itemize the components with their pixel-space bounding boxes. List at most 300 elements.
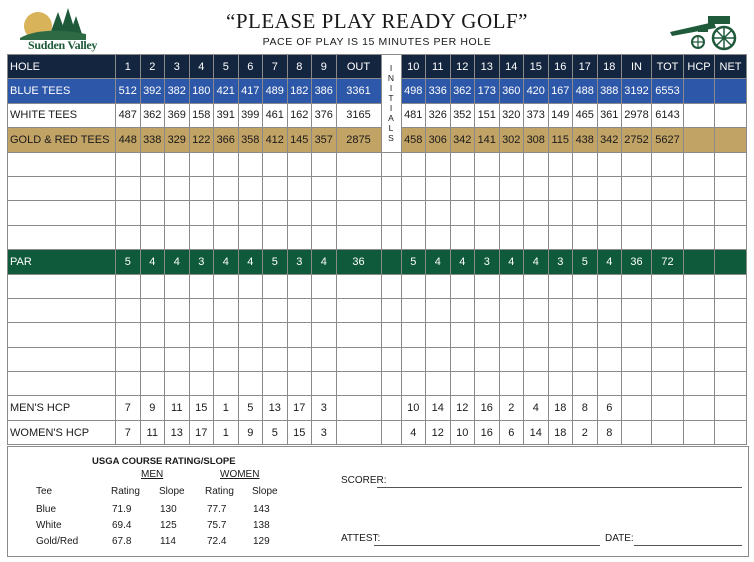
score-entry-cell[interactable] [238, 176, 263, 200]
score-entry-cell[interactable] [312, 274, 337, 298]
score-entry-cell[interactable] [475, 347, 500, 371]
score-entry-cell[interactable] [312, 176, 337, 200]
score-entry-cell[interactable] [336, 152, 381, 176]
score-entry-cell[interactable] [189, 347, 214, 371]
score-entry-cell[interactable] [499, 347, 524, 371]
score-entry-cell[interactable] [336, 372, 381, 396]
score-entry-cell[interactable] [450, 372, 475, 396]
score-entry-cell[interactable] [426, 201, 451, 225]
score-entry-cell[interactable] [312, 225, 337, 249]
score-entry-cell[interactable] [426, 225, 451, 249]
score-entry-cell[interactable] [214, 347, 239, 371]
score-entry-cell[interactable] [312, 323, 337, 347]
score-entry-cell[interactable] [165, 176, 190, 200]
score-entry-cell[interactable] [214, 176, 239, 200]
hole-value: 448 [116, 128, 141, 152]
hole-value: 391 [214, 103, 239, 127]
score-entry-cell[interactable] [165, 298, 190, 322]
score-entry-cell[interactable] [116, 347, 141, 371]
net-cell [715, 420, 747, 444]
hole-value: 145 [287, 128, 312, 152]
score-entry-cell[interactable] [684, 274, 715, 298]
score-entry-cell[interactable] [116, 323, 141, 347]
womens-hcp-row [8, 420, 747, 444]
score-entry-cell[interactable] [238, 372, 263, 396]
score-entry-cell[interactable] [715, 347, 747, 371]
score-entry-cell[interactable] [140, 347, 165, 371]
score-entry-cell[interactable] [263, 347, 288, 371]
score-entry-cell[interactable] [263, 152, 288, 176]
hole-value: 4 [524, 396, 549, 420]
score-entry-cell[interactable] [381, 372, 401, 396]
hole-value: 376 [312, 103, 337, 127]
hole-value: 342 [450, 128, 475, 152]
score-entry-cell[interactable] [189, 201, 214, 225]
hcp-cell[interactable] [684, 128, 715, 152]
hole-value: 420 [524, 79, 549, 103]
player-name-cell[interactable] [8, 347, 116, 371]
score-entry-cell[interactable] [336, 323, 381, 347]
player-name-cell[interactable] [8, 298, 116, 322]
score-entry-cell[interactable] [715, 176, 747, 200]
column-header: 2 [140, 55, 165, 79]
score-entry-cell[interactable] [548, 152, 573, 176]
score-entry-cell[interactable] [116, 201, 141, 225]
hole-value: 7 [116, 396, 141, 420]
net-cell[interactable] [715, 103, 747, 127]
net-cell[interactable] [715, 79, 747, 103]
score-entry-cell[interactable] [426, 298, 451, 322]
score-entry-cell[interactable] [715, 225, 747, 249]
row-label: BLUE TEES [8, 79, 116, 103]
score-entry-cell[interactable] [622, 347, 652, 371]
score-entry-cell[interactable] [573, 372, 598, 396]
score-entry-cell[interactable] [287, 323, 312, 347]
score-entry-cell[interactable] [214, 152, 239, 176]
score-entry-cell[interactable] [652, 372, 684, 396]
score-entry-cell[interactable] [287, 176, 312, 200]
score-entry-cell[interactable] [336, 201, 381, 225]
hole-value: 15 [287, 420, 312, 444]
score-entry-cell[interactable] [140, 274, 165, 298]
score-entry-cell[interactable] [189, 323, 214, 347]
score-entry-cell[interactable] [165, 372, 190, 396]
score-entry-cell[interactable] [652, 201, 684, 225]
hole-value: 306 [426, 128, 451, 152]
hole-value: 358 [238, 128, 263, 152]
score-entry-cell[interactable] [524, 372, 549, 396]
score-entry-cell[interactable] [597, 347, 622, 371]
score-entry-cell[interactable] [524, 201, 549, 225]
score-entry-cell[interactable] [263, 225, 288, 249]
score-entry-cell[interactable] [622, 274, 652, 298]
hcp-cell[interactable] [684, 103, 715, 127]
score-entry-cell[interactable] [450, 152, 475, 176]
score-entry-cell[interactable] [715, 323, 747, 347]
score-entry-cell[interactable] [312, 372, 337, 396]
hole-value: 158 [189, 103, 214, 127]
hcp-cell [684, 250, 715, 274]
score-entry-cell[interactable] [450, 274, 475, 298]
score-entry-cell[interactable] [573, 201, 598, 225]
score-entry-cell[interactable] [165, 274, 190, 298]
score-entry-cell[interactable] [450, 323, 475, 347]
score-entry-cell[interactable] [622, 298, 652, 322]
score-entry-cell[interactable] [684, 201, 715, 225]
score-entry-cell[interactable] [165, 347, 190, 371]
score-entry-cell[interactable] [475, 298, 500, 322]
score-entry-cell[interactable] [684, 347, 715, 371]
hole-value: 461 [263, 103, 288, 127]
score-entry-cell[interactable] [715, 298, 747, 322]
score-entry-row [8, 274, 747, 298]
score-entry-row [8, 201, 747, 225]
score-entry-cell[interactable] [401, 298, 426, 322]
hole-value: 11 [165, 396, 190, 420]
score-entry-cell[interactable] [140, 323, 165, 347]
score-entry-cell[interactable] [524, 298, 549, 322]
score-entry-cell[interactable] [381, 201, 401, 225]
hcp-cell[interactable] [684, 79, 715, 103]
score-entry-cell[interactable] [312, 201, 337, 225]
score-entry-row [8, 152, 747, 176]
score-entry-cell[interactable] [450, 347, 475, 371]
score-entry-cell[interactable] [140, 225, 165, 249]
hole-value: 5 [263, 250, 288, 274]
score-entry-cell[interactable] [336, 274, 381, 298]
score-entry-cell[interactable] [287, 347, 312, 371]
score-entry-cell[interactable] [652, 298, 684, 322]
score-entry-cell[interactable] [263, 274, 288, 298]
score-entry-cell[interactable] [715, 274, 747, 298]
score-entry-cell[interactable] [499, 323, 524, 347]
hole-value: 3 [312, 420, 337, 444]
score-entry-cell[interactable] [573, 347, 598, 371]
score-entry-cell[interactable] [401, 372, 426, 396]
rating-value: 67.8 [112, 536, 132, 547]
score-entry-cell[interactable] [597, 298, 622, 322]
score-entry-cell[interactable] [573, 298, 598, 322]
score-entry-cell[interactable] [287, 372, 312, 396]
score-entry-cell[interactable] [622, 201, 652, 225]
score-entry-cell[interactable] [450, 201, 475, 225]
score-entry-cell[interactable] [684, 298, 715, 322]
score-entry-cell[interactable] [499, 176, 524, 200]
hole-value: 14 [524, 420, 549, 444]
score-entry-cell[interactable] [475, 372, 500, 396]
score-entry-cell[interactable] [499, 152, 524, 176]
score-entry-cell[interactable] [116, 274, 141, 298]
mens-hcp-row [8, 396, 747, 420]
score-entry-cell[interactable] [652, 323, 684, 347]
score-entry-cell[interactable] [287, 225, 312, 249]
score-entry-cell[interactable] [140, 298, 165, 322]
player-name-cell[interactable] [8, 372, 116, 396]
score-entry-cell[interactable] [426, 274, 451, 298]
row-label: PAR [8, 250, 116, 274]
score-entry-cell[interactable] [214, 201, 239, 225]
player-name-cell[interactable] [8, 201, 116, 225]
score-entry-cell[interactable] [499, 225, 524, 249]
score-entry-cell[interactable] [214, 274, 239, 298]
hole-value: 4 [597, 250, 622, 274]
hole-value: 173 [475, 79, 500, 103]
score-entry-cell[interactable] [573, 152, 598, 176]
score-entry-cell[interactable] [214, 225, 239, 249]
score-entry-cell[interactable] [116, 372, 141, 396]
score-entry-cell[interactable] [189, 298, 214, 322]
score-entry-cell[interactable] [499, 201, 524, 225]
score-entry-cell[interactable] [287, 152, 312, 176]
score-entry-cell[interactable] [336, 225, 381, 249]
score-entry-cell[interactable] [573, 225, 598, 249]
player-name-cell[interactable] [8, 225, 116, 249]
score-entry-cell[interactable] [238, 225, 263, 249]
score-entry-cell[interactable] [214, 323, 239, 347]
score-entry-cell[interactable] [116, 176, 141, 200]
rating-value: 71.9 [112, 504, 132, 515]
score-entry-cell[interactable] [684, 323, 715, 347]
score-entry-cell[interactable] [426, 372, 451, 396]
score-entry-cell[interactable] [426, 323, 451, 347]
score-entry-cell[interactable] [263, 372, 288, 396]
rating-value: 69.4 [112, 520, 132, 531]
score-entry-cell[interactable] [524, 347, 549, 371]
column-header: IN [622, 55, 652, 79]
hole-value: 326 [426, 103, 451, 127]
score-entry-cell[interactable] [573, 274, 598, 298]
hole-value: 182 [287, 79, 312, 103]
score-entry-cell[interactable] [263, 176, 288, 200]
score-entry-cell[interactable] [652, 152, 684, 176]
in-total [622, 396, 652, 420]
score-entry-cell[interactable] [475, 201, 500, 225]
score-entry-cell[interactable] [499, 274, 524, 298]
hole-value: 4 [238, 250, 263, 274]
score-entry-cell[interactable] [140, 152, 165, 176]
score-entry-cell[interactable] [140, 372, 165, 396]
gold-tees-row [8, 128, 747, 152]
score-entry-cell[interactable] [426, 347, 451, 371]
score-entry-cell[interactable] [450, 298, 475, 322]
score-entry-cell[interactable] [336, 347, 381, 371]
column-header: 3 [165, 55, 190, 79]
player-name-cell[interactable] [8, 274, 116, 298]
score-entry-cell[interactable] [475, 152, 500, 176]
initials-cell [381, 250, 401, 274]
score-entry-cell[interactable] [238, 152, 263, 176]
score-entry-cell[interactable] [336, 298, 381, 322]
date-line[interactable] [634, 545, 742, 546]
hole-value: 18 [548, 396, 573, 420]
score-entry-cell[interactable] [116, 225, 141, 249]
score-entry-cell[interactable] [597, 274, 622, 298]
score-entry-cell[interactable] [401, 176, 426, 200]
score-entry-cell[interactable] [116, 298, 141, 322]
score-entry-cell[interactable] [238, 323, 263, 347]
hole-value: 3 [189, 250, 214, 274]
score-entry-cell[interactable] [214, 298, 239, 322]
score-entry-cell[interactable] [684, 176, 715, 200]
score-entry-cell[interactable] [165, 323, 190, 347]
score-entry-cell[interactable] [622, 372, 652, 396]
score-entry-cell[interactable] [381, 152, 401, 176]
score-entry-cell[interactable] [401, 225, 426, 249]
score-entry-cell[interactable] [548, 323, 573, 347]
hole-value: 421 [214, 79, 239, 103]
hole-value: 373 [524, 103, 549, 127]
hole-value: 362 [450, 79, 475, 103]
row-label: MEN'S HCP [8, 396, 116, 420]
player-name-cell[interactable] [8, 176, 116, 200]
hcp-cell [684, 396, 715, 420]
score-entry-cell[interactable] [548, 201, 573, 225]
score-entry-cell[interactable] [597, 176, 622, 200]
score-entry-cell[interactable] [597, 152, 622, 176]
player-name-cell[interactable] [8, 152, 116, 176]
attest-line[interactable] [374, 545, 600, 546]
score-entry-cell[interactable] [165, 225, 190, 249]
score-entry-cell[interactable] [524, 323, 549, 347]
hole-value: 13 [263, 396, 288, 420]
score-entry-cell[interactable] [336, 176, 381, 200]
score-entry-cell[interactable] [499, 372, 524, 396]
score-entry-cell[interactable] [597, 323, 622, 347]
net-cell[interactable] [715, 128, 747, 152]
score-entry-cell[interactable] [287, 298, 312, 322]
rating-col-tee: Tee [36, 486, 53, 497]
score-entry-cell[interactable] [622, 152, 652, 176]
score-entry-cell[interactable] [597, 225, 622, 249]
score-entry-cell[interactable] [524, 225, 549, 249]
score-entry-cell[interactable] [287, 201, 312, 225]
hole-value: 489 [263, 79, 288, 103]
score-entry-cell[interactable] [381, 274, 401, 298]
hole-value: 17 [287, 396, 312, 420]
score-entry-cell[interactable] [475, 323, 500, 347]
score-entry-cell[interactable] [381, 176, 401, 200]
hole-value: 399 [238, 103, 263, 127]
score-entry-cell[interactable] [597, 201, 622, 225]
score-entry-cell[interactable] [263, 298, 288, 322]
score-entry-cell[interactable] [684, 372, 715, 396]
score-entry-cell[interactable] [165, 152, 190, 176]
score-entry-cell[interactable] [381, 225, 401, 249]
score-entry-cell[interactable] [715, 201, 747, 225]
score-entry-cell[interactable] [715, 152, 747, 176]
score-entry-cell[interactable] [238, 298, 263, 322]
score-entry-cell[interactable] [263, 201, 288, 225]
score-entry-cell[interactable] [573, 323, 598, 347]
score-entry-cell[interactable] [189, 372, 214, 396]
score-entry-cell[interactable] [597, 372, 622, 396]
score-entry-cell[interactable] [401, 347, 426, 371]
score-entry-cell[interactable] [381, 323, 401, 347]
score-entry-cell[interactable] [189, 225, 214, 249]
out-total: 3361 [336, 79, 381, 103]
score-entry-cell[interactable] [573, 176, 598, 200]
column-header: 17 [573, 55, 598, 79]
score-entry-cell[interactable] [214, 372, 239, 396]
score-entry-cell[interactable] [189, 152, 214, 176]
score-entry-cell[interactable] [401, 201, 426, 225]
score-entry-cell[interactable] [140, 176, 165, 200]
score-entry-row [8, 372, 747, 396]
score-entry-cell[interactable] [189, 176, 214, 200]
hole-value: 329 [165, 128, 190, 152]
score-entry-cell[interactable] [684, 225, 715, 249]
score-entry-cell[interactable] [401, 152, 426, 176]
hole-value: 4 [499, 250, 524, 274]
score-entry-cell[interactable] [238, 274, 263, 298]
score-entry-cell[interactable] [189, 274, 214, 298]
score-entry-cell[interactable] [238, 347, 263, 371]
score-entry-cell[interactable] [401, 274, 426, 298]
score-entry-cell[interactable] [622, 323, 652, 347]
score-entry-cell[interactable] [450, 225, 475, 249]
score-entry-cell[interactable] [652, 176, 684, 200]
score-entry-cell[interactable] [381, 298, 401, 322]
score-entry-cell[interactable] [524, 176, 549, 200]
score-entry-cell[interactable] [165, 201, 190, 225]
score-entry-cell[interactable] [381, 347, 401, 371]
hole-value: 4 [165, 250, 190, 274]
score-entry-cell[interactable] [263, 323, 288, 347]
player-name-cell[interactable] [8, 323, 116, 347]
score-entry-cell[interactable] [401, 323, 426, 347]
score-entry-cell[interactable] [622, 176, 652, 200]
score-entry-cell[interactable] [548, 274, 573, 298]
in-total [622, 420, 652, 444]
scorer-line[interactable] [377, 487, 742, 488]
score-entry-cell[interactable] [475, 274, 500, 298]
score-entry-cell[interactable] [524, 274, 549, 298]
score-entry-cell[interactable] [652, 225, 684, 249]
score-entry-cell[interactable] [312, 152, 337, 176]
hole-value: 9 [238, 420, 263, 444]
score-entry-cell[interactable] [426, 152, 451, 176]
score-entry-cell[interactable] [426, 176, 451, 200]
score-entry-cell[interactable] [548, 298, 573, 322]
score-entry-row [8, 323, 747, 347]
out-total [336, 420, 381, 444]
hole-value: 412 [263, 128, 288, 152]
score-entry-cell[interactable] [548, 225, 573, 249]
score-entry-cell[interactable] [475, 225, 500, 249]
score-entry-cell[interactable] [287, 274, 312, 298]
score-entry-cell[interactable] [140, 201, 165, 225]
score-entry-cell[interactable] [499, 298, 524, 322]
score-entry-cell[interactable] [312, 347, 337, 371]
score-entry-cell[interactable] [715, 372, 747, 396]
score-entry-cell[interactable] [548, 372, 573, 396]
hole-value: 438 [573, 128, 598, 152]
in-total: 36 [622, 250, 652, 274]
score-entry-cell[interactable] [652, 274, 684, 298]
score-entry-cell[interactable] [684, 152, 715, 176]
score-entry-cell[interactable] [116, 152, 141, 176]
score-entry-cell[interactable] [548, 347, 573, 371]
score-entry-cell[interactable] [524, 152, 549, 176]
score-entry-cell[interactable] [548, 176, 573, 200]
score-entry-cell[interactable] [450, 176, 475, 200]
score-entry-cell[interactable] [238, 201, 263, 225]
rating-value: 125 [160, 520, 177, 531]
score-entry-cell[interactable] [312, 298, 337, 322]
score-entry-cell[interactable] [622, 225, 652, 249]
score-entry-cell[interactable] [475, 176, 500, 200]
score-entry-cell[interactable] [652, 347, 684, 371]
